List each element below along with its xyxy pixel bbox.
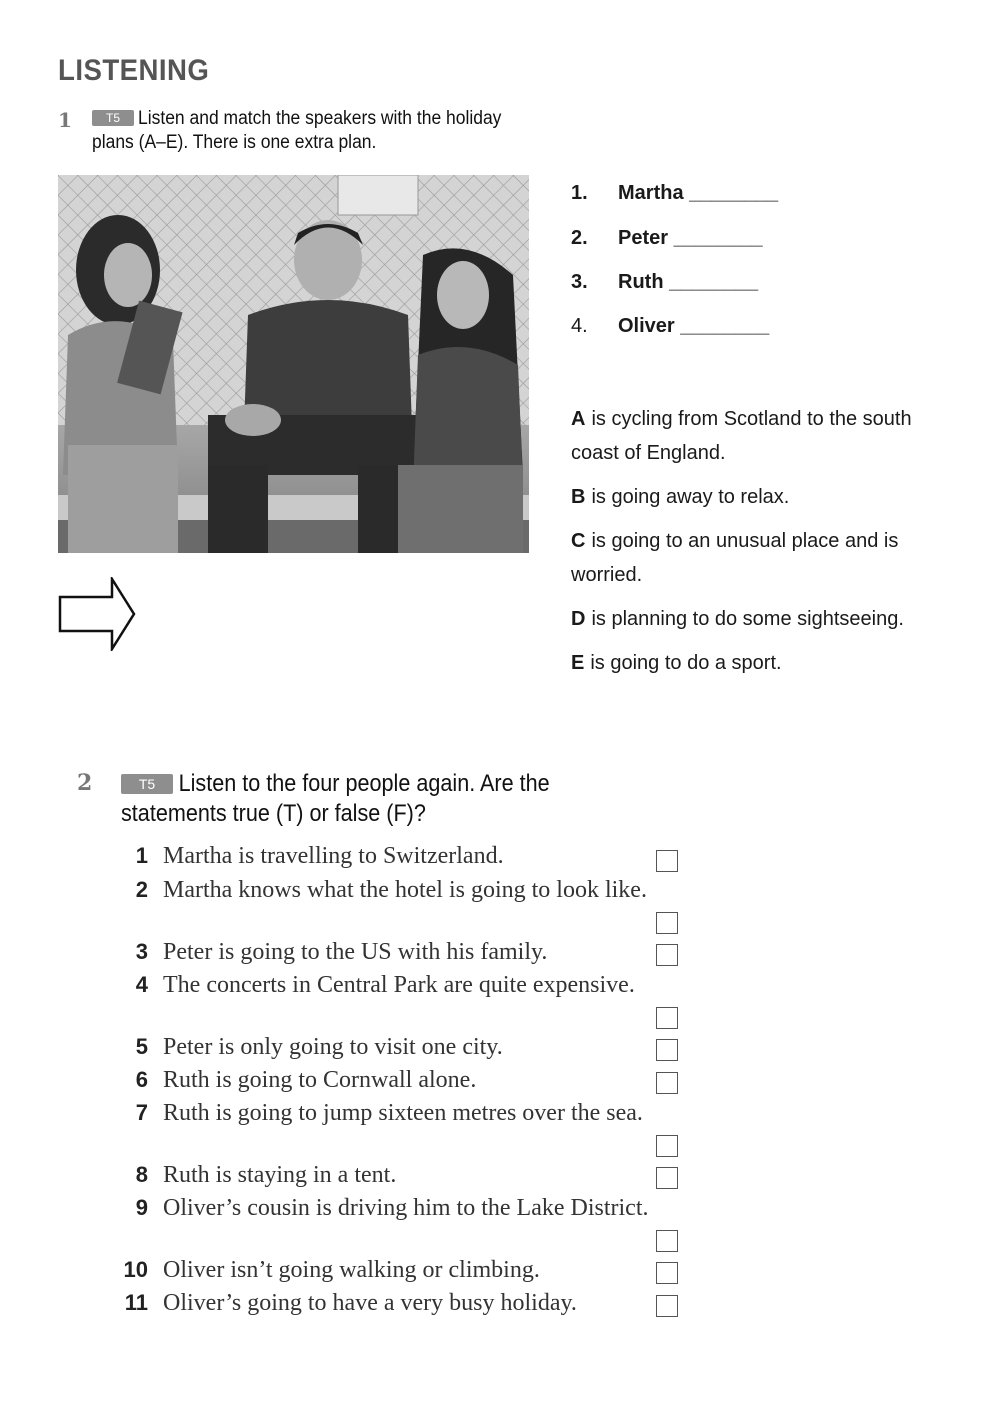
statement-number: 1 xyxy=(135,843,148,868)
plan-letter: A xyxy=(571,408,586,430)
speaker-name-text: Ruth xyxy=(618,271,664,293)
answer-checkbox[interactable] xyxy=(656,1072,678,1094)
statement-number: 11 xyxy=(124,1290,148,1315)
plan-letter: D xyxy=(571,608,586,630)
speaker-name-text: Peter xyxy=(618,227,669,249)
statement-text: Martha knows what the hotel is going to look like. xyxy=(163,877,647,903)
answer-checkbox[interactable] xyxy=(656,1135,678,1157)
answer-checkbox[interactable] xyxy=(656,850,678,872)
statement-number: 2 xyxy=(135,877,148,902)
plan-letter: C xyxy=(571,530,586,552)
speaker-number: 4. xyxy=(571,315,588,337)
answer-checkbox[interactable] xyxy=(656,912,678,934)
statement-text: Oliver’s going to have a very busy holiday. xyxy=(163,1290,577,1316)
statement-text: Ruth is going to Cornwall alone. xyxy=(163,1067,477,1093)
answer-checkbox[interactable] xyxy=(656,1007,678,1029)
speaker-name xyxy=(618,271,758,294)
speaker-number: 2. xyxy=(571,227,588,249)
plan-letter: B xyxy=(571,486,586,508)
exercise-2-number: 2 xyxy=(77,770,93,796)
speaker-name xyxy=(618,315,769,338)
exercise-1-instruction: Listen and match the speakers with the holiday plans (A–E). There is one extra plan. xyxy=(92,108,502,153)
track-tag: T5 xyxy=(92,110,134,126)
plan-item xyxy=(571,646,961,680)
speaker-name-text: Martha xyxy=(618,182,684,204)
statement-number: 5 xyxy=(135,1034,148,1059)
statement-text: Ruth is going to jump sixteen metres over the sea. xyxy=(163,1100,643,1126)
statement-text: Oliver isn’t going walking or climbing. xyxy=(163,1257,540,1283)
statement-text: Peter is going to the US with his family. xyxy=(163,939,548,965)
answer-checkbox[interactable] xyxy=(656,1039,678,1061)
statement-number: 3 xyxy=(135,939,148,964)
plan-text: is going away to relax. xyxy=(591,486,790,508)
page-title: LISTENING xyxy=(58,54,210,87)
plan-text: is planning to do some sightseeing. xyxy=(591,608,904,630)
statement-number: 7 xyxy=(135,1100,148,1125)
exercise-1-number: 1 xyxy=(58,108,72,132)
statement-number: 9 xyxy=(135,1195,148,1220)
exercise-2-instruction: Listen to the four people again. Are the statements true (T) or false (F)? xyxy=(121,770,550,827)
statement-number: 6 xyxy=(135,1067,148,1092)
answer-checkbox[interactable] xyxy=(656,944,678,966)
speaker-name xyxy=(618,182,778,205)
track-tag: T5 xyxy=(121,774,173,794)
plan-item xyxy=(571,480,961,514)
holiday-plans-list xyxy=(571,402,961,690)
plan-item xyxy=(571,602,961,636)
plan-item xyxy=(571,402,961,470)
photo-three-teenagers xyxy=(58,175,529,553)
statement-number: 4 xyxy=(135,972,148,997)
answer-blank[interactable]: ________ xyxy=(673,227,763,249)
answer-blank[interactable]: ________ xyxy=(689,182,779,204)
speaker-number: 1. xyxy=(571,182,588,204)
answer-blank[interactable]: ________ xyxy=(669,271,759,293)
answer-blank[interactable]: ________ xyxy=(680,315,770,337)
plan-text: is going to an unusual place and is worried. xyxy=(571,530,899,586)
statement-number: 8 xyxy=(135,1162,148,1187)
answer-checkbox[interactable] xyxy=(656,1230,678,1252)
speaker-name xyxy=(618,227,763,250)
statement-text: The concerts in Central Park are quite expensive. xyxy=(163,972,635,998)
answer-checkbox[interactable] xyxy=(656,1167,678,1189)
statement-text: Peter is only going to visit one city. xyxy=(163,1034,503,1060)
plan-text: is cycling from Scotland to the south coast of England. xyxy=(571,408,912,464)
photo-illustration xyxy=(58,175,529,553)
speaker-name-text: Oliver xyxy=(618,315,675,337)
plan-text: is going to do a sport. xyxy=(590,652,782,674)
statement-text: Ruth is staying in a tent. xyxy=(163,1162,397,1188)
plan-letter: E xyxy=(571,652,585,674)
answer-checkbox[interactable] xyxy=(656,1295,678,1317)
statement-text: Martha is travelling to Switzerland. xyxy=(163,843,504,869)
speaker-number: 3. xyxy=(571,271,588,293)
arrow-right-icon[interactable] xyxy=(58,577,136,651)
statement-text: Oliver’s cousin is driving him to the Lake District. xyxy=(163,1195,649,1221)
statement-number: 10 xyxy=(123,1257,148,1282)
answer-checkbox[interactable] xyxy=(656,1262,678,1284)
plan-item xyxy=(571,524,961,592)
